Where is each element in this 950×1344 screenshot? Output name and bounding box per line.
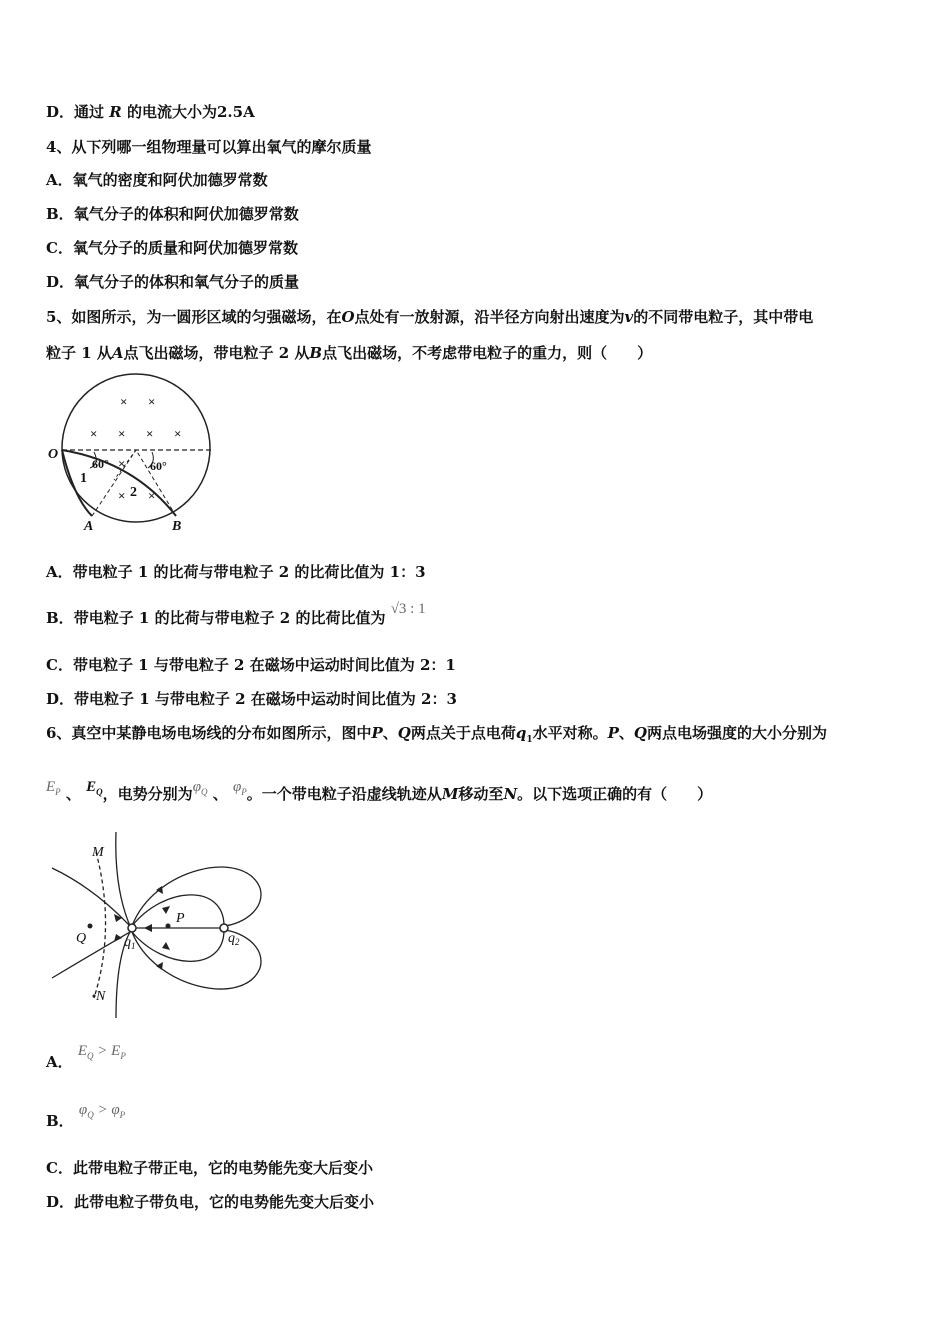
- field-cross: ×: [118, 488, 126, 503]
- label-Q: Q: [76, 931, 87, 946]
- q4-option-c: C．氧气分子的质量和阿伏加德罗常数: [46, 239, 298, 257]
- q4-option-a: A．氧气的密度和阿伏加德罗常数: [46, 171, 268, 189]
- arrow-icon: [156, 886, 163, 894]
- field-line: [132, 867, 261, 926]
- field-cross: ×: [146, 426, 154, 441]
- field-cross: ×: [118, 456, 126, 471]
- field-cross: ×: [148, 488, 156, 503]
- field-cross: ×: [120, 394, 128, 409]
- label-q2: $q_2$: [228, 931, 240, 947]
- label-O: O: [48, 447, 59, 462]
- point-Q: [88, 924, 93, 929]
- angle-label: 60°: [92, 457, 109, 471]
- charge-q1: [128, 924, 136, 932]
- q3-option-d: D．通过 R 的电流大小为2.5A: [46, 103, 255, 121]
- trajectory-1: [62, 450, 92, 516]
- field-cross: ×: [118, 426, 126, 441]
- q5-option-a: A．带电粒子 1 的比荷与带电粒子 2 的比荷比值为 1：3: [46, 563, 426, 581]
- q6-option-c: C．此带电粒子带正电，它的电势能先变大后变小: [46, 1159, 373, 1177]
- field-line: [116, 832, 130, 926]
- label-M: M: [92, 845, 104, 860]
- field-cross: ×: [148, 394, 156, 409]
- label-A: A: [84, 519, 94, 534]
- label-P: P: [176, 911, 185, 926]
- point-P: [166, 924, 171, 929]
- field-cross: ×: [174, 426, 182, 441]
- label-1: 1: [80, 471, 87, 486]
- q6-option-a: A． $E_Q > E_P$: [46, 1043, 126, 1071]
- label-B: B: [172, 519, 182, 534]
- angle-label: 60°: [150, 459, 167, 473]
- q5-option-b: B．带电粒子 1 的比荷与带电粒子 2 的比荷比值为 √3 : 1: [46, 601, 426, 627]
- arrow-icon: [114, 914, 122, 922]
- q6-electric-field-figure: [44, 828, 274, 1023]
- q6-option-b: B． $\varphi_Q > \varphi_P$: [46, 1102, 126, 1130]
- label-2: 2: [130, 485, 137, 500]
- charge-q2: [220, 924, 228, 932]
- label-q1: $q_1$: [124, 935, 136, 951]
- q5-option-c: C．带电粒子 1 与带电粒子 2 在磁场中运动时间比值为 2：1: [46, 656, 456, 674]
- label-N: N: [96, 989, 106, 1004]
- field-line: [132, 930, 261, 989]
- q6-stem-line2: $E_P$ 、 $E_Q$，电势分别为$\varphi_Q$ 、 $\varphi_P$。一个带电粒子沿虚线轨迹从M移动至N。以下选项正确的有（ ）: [46, 779, 713, 803]
- arrow-icon: [114, 934, 122, 942]
- arrow-icon: [144, 924, 152, 932]
- arrow-icon: [162, 942, 170, 950]
- arrow-icon: [162, 906, 170, 914]
- q5-option-d: D．带电粒子 1 与带电粒子 2 在磁场中运动时间比值为 2：3: [46, 690, 457, 708]
- q5-stem-line2: 粒子 1 从A点飞出磁场，带电粒子 2 从B点飞出磁场，不考虑带电粒子的重力，则（ ）: [46, 344, 653, 362]
- sqrt3-ratio: √3 : 1: [390, 601, 426, 617]
- q4-option-d: D．氧气分子的体积和氧气分子的质量: [46, 273, 300, 291]
- field-line: [132, 930, 224, 961]
- q5-stem-line1: 5、如图所示，为一圆形区域的匀强磁场，在O点处有一放射源，沿半径方向射出速度为v的不同带电粒子，其中带电: [46, 308, 814, 326]
- q5-magnetic-field-figure: [44, 370, 224, 535]
- q6-stem-line1: 6、真空中某静电场电场线的分布如图所示，图中P、Q两点关于点电荷$q_1$水平对称。P、Q两点电场强度的大小分别为: [46, 724, 828, 745]
- arrow-icon: [156, 962, 163, 970]
- q4-stem: 4、从下列哪一组物理量可以算出氧气的摩尔质量: [46, 138, 372, 156]
- field-cross: ×: [90, 426, 98, 441]
- q6-option-d: D．此带电粒子带负电，它的电势能先变大后变小: [46, 1193, 375, 1211]
- q4-option-b: B．氧气分子的体积和阿伏加德罗常数: [46, 205, 299, 223]
- trajectory-dashed: [94, 852, 106, 998]
